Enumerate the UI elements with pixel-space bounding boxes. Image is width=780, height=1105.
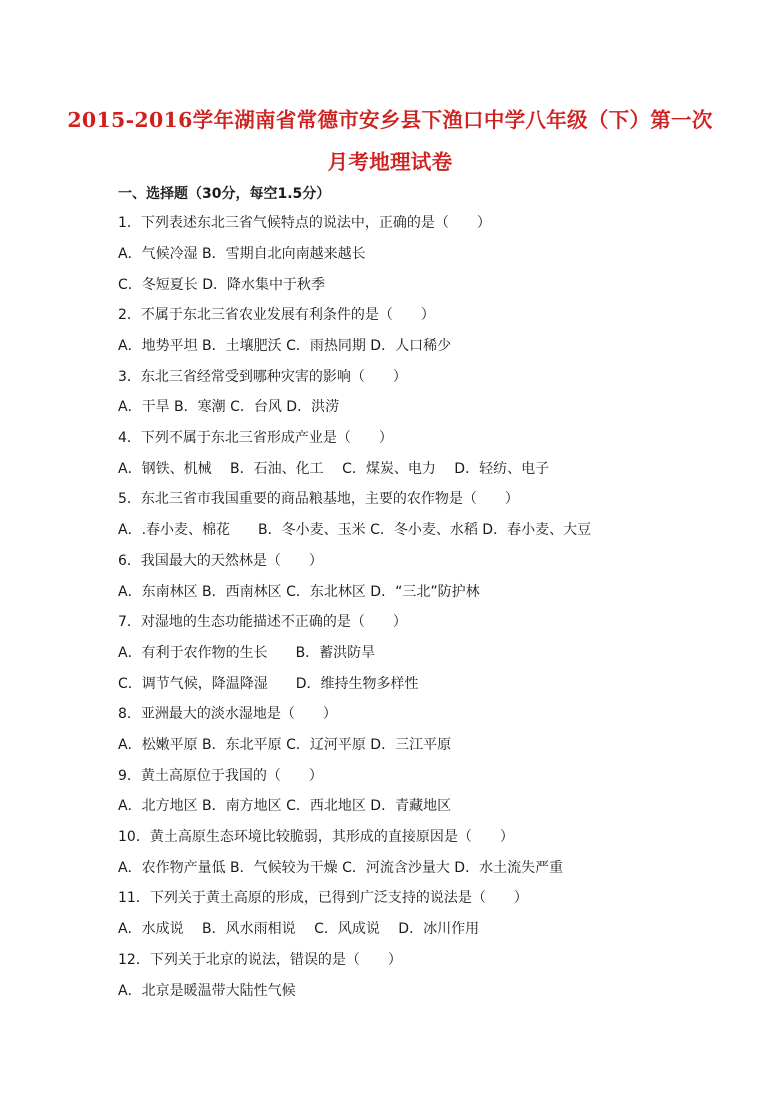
question-11-options: A．水成说 B．风水雨相说 C．风成说 D．冰川作用 [118, 921, 480, 937]
question-7-options-c-d: C．调节气候，降温降湿 D．维持生物多样性 [118, 676, 419, 692]
question-5: 5．东北三省市我国重要的商品粮基地，主要的农作物是（ ） [118, 491, 519, 507]
question-5-options: A．.春小麦、棉花 B．冬小麦、玉米 C．冬小麦、水稻 D．春小麦、大豆 [118, 522, 592, 538]
question-3-options: A．干旱 B．寒潮 C．台风 D．洪涝 [118, 399, 340, 415]
question-7-options-a-b: A．有利于农作物的生长 B．蓄洪防旱 [118, 645, 376, 661]
question-3: 3．东北三省经常受到哪种灾害的影响（ ） [118, 369, 407, 385]
question-4: 4．下列不属于东北三省形成产业是（ ） [118, 430, 393, 446]
question-9: 9．黄土高原位于我国的（ ） [118, 768, 323, 784]
question-12: 12．下列关于北京的说法，错误的是（ ） [118, 952, 402, 968]
question-7: 7．对湿地的生态功能描述不正确的是（ ） [118, 614, 407, 630]
question-8: 8．亚洲最大的淡水湿地是（ ） [118, 706, 337, 722]
question-10-options: A．农作物产量低 B．气候较为干燥 C．河流含沙量大 D．水土流失严重 [118, 860, 564, 876]
question-9-options: A．北方地区 B．南方地区 C．西北地区 D．青藏地区 [118, 798, 452, 814]
question-8-options: A．松嫩平原 B．东北平原 C．辽河平原 D．三江平原 [118, 737, 452, 753]
question-1-options-c-d: C．冬短夏长 D．降水集中于秋季 [118, 277, 326, 293]
question-6: 6．我国最大的天然林是（ ） [118, 553, 323, 569]
question-6-options: A．东南林区 B．西南林区 C．东北林区 D．“三北”防护林 [118, 584, 480, 600]
question-4-options: A．钢铁、机械 B．石油、化工 C．煤炭、电力 D．轻纺、电子 [118, 461, 550, 477]
exam-title-line-2: 月考地理试卷 [327, 150, 453, 174]
question-2: 2．不属于东北三省农业发展有利条件的是（ ） [118, 307, 435, 323]
question-1-options-a-b: A．气候冷湿 B．雪期自北向南越来越长 [118, 246, 366, 262]
question-1: 1．下列表述东北三省气候特点的说法中，正确的是（ ） [118, 215, 491, 231]
question-12-option-a: A．北京是暖温带大陆性气候 [118, 983, 296, 999]
section-heading: 一、选择题（30分，每空1.5分） [118, 186, 331, 202]
question-11: 11．下列关于黄土高原的形成，已得到广泛支持的说法是（ ） [118, 890, 528, 906]
question-10: 10．黄土高原生态环境比较脆弱，其形成的直接原因是（ ） [118, 829, 514, 845]
exam-title-line-1: 2015-2016学年湖南省常德市安乡县下渔口中学八年级（下）第一次 [67, 108, 713, 132]
question-2-options: A．地势平坦 B．土壤肥沃 C．雨热同期 D．人口稀少 [118, 338, 452, 354]
